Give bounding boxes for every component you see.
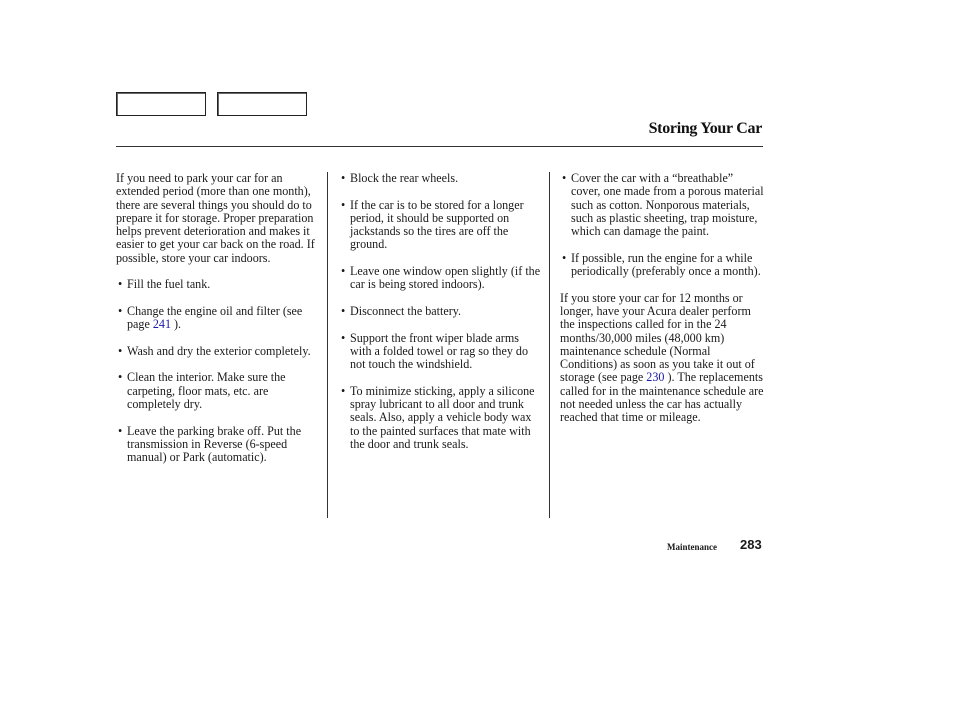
list-item: • Disconnect the battery. [339,305,543,318]
storage-steps-list-1 [116,278,320,464]
list-item: • Wash and dry the exterior completely. [116,345,320,358]
paragraph-text-after: ). The replacements called for in the maintenance schedule are not needed unless the car has actually reached that time or mileage. [560,370,764,425]
page-number: 283 [740,537,762,552]
list-item: • To minimize sticking, apply a silicone spray lubricant to all door and trunk seals. Also, apply a vehicle body wax to the painted surfaces that mate with the door and trunk seals. [339,385,543,451]
page-link-241[interactable]: 241 [152,317,171,332]
list-item: • Leave one window open slightly (if the car is being stored indoors). [339,265,543,292]
list-item: • Block the rear wheels. [339,172,543,185]
list-item: • Cover the car with a “breathable” cover, one made from a porous material such as cotton. Nonporous materials, such as plastic sheeting, trap moisture, which can damage the paint. [560,172,764,238]
nav-button-right[interactable] [217,92,307,116]
list-item: • Clean the interior. Make sure the carpeting, floor mats, etc. are completely dry. [116,371,320,411]
oil-change-suffix: ). [171,317,182,332]
paragraph-text: If you store your car for 12 months or longer, have your Acura dealer perform the inspections called for in the 24 months/30,000 miles (48,000 km) maintenance schedule (Normal Conditions) as soon as you take it out of storage (see page [560,290,755,385]
page-title: Storing Your Car [648,120,762,137]
title-divider [116,146,763,147]
list-item: • Fill the fuel tank. [116,278,320,291]
storage-steps-list-2 [339,172,543,451]
footer-section-label: Maintenance [667,542,717,552]
column-2 [339,172,543,465]
list-item: • Leave the parking brake off. Put the transmission in Reverse (6-speed manual) or Park (automatic). [116,425,320,465]
list-item: • If the car is to be stored for a longer period, it should be supported on jackstands so the tires are off the ground. [339,199,543,252]
nav-button-left[interactable] [116,92,206,116]
column-divider-2 [549,172,550,518]
list-item: • Support the front wiper blade arms with a folded towel or rag so they do not touch the windshield. [339,332,543,372]
list-item [116,305,320,332]
long-term-storage-paragraph [560,292,764,425]
column-1 [116,172,320,478]
list-item: • If possible, run the engine for a while periodically (preferably once a month). [560,252,764,279]
column-divider-1 [327,172,328,518]
intro-paragraph: If you need to park your car for an extended period (more than one month), there are several things you should do to prepare it for storage. Proper preparation helps prevent deterioration and makes it easier to get your car back on the road. If possible, store your car indoors. [116,171,315,265]
column-3 [560,172,764,438]
page-link-230[interactable]: 230 [646,370,665,385]
storage-steps-list-3 [560,172,764,278]
oil-change-text: Change the engine oil and filter (see page [127,303,303,332]
